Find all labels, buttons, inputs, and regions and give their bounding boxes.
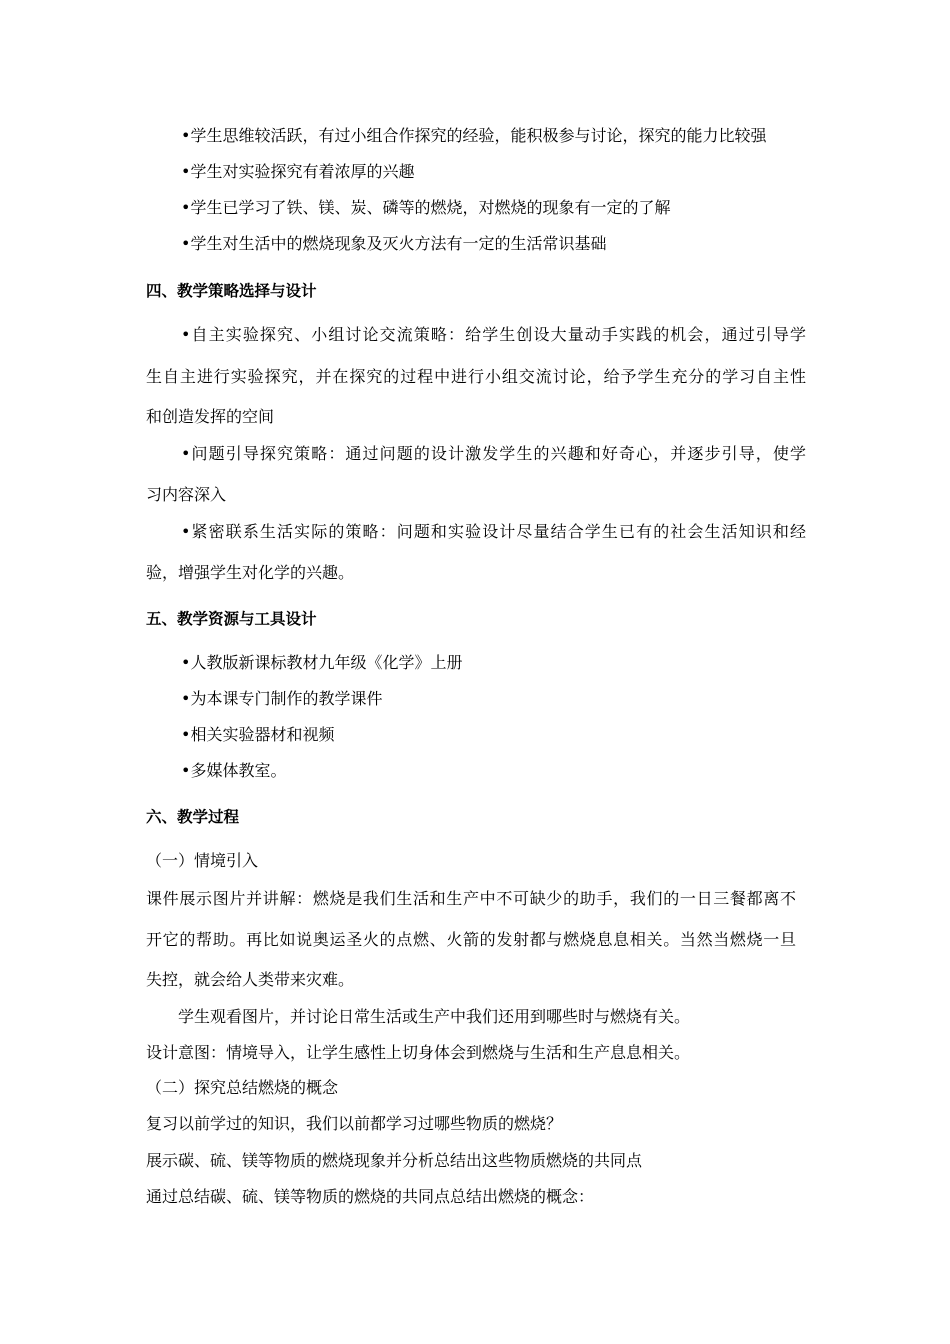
intro-p1-line2: 开它的帮助。再比如说奥运圣火的点燃、火箭的发射都与燃烧息息相关。当然当燃烧一旦 [146, 930, 796, 949]
learner-item-1: •学生思维较活跃，有过小组合作探究的经验，能积极参与讨论，探究的能力比较强 [181, 126, 767, 145]
concept-line1: 复习以前学过的知识，我们以前都学习过哪些物质的燃烧？ [146, 1114, 563, 1133]
intro-p3: 设计意图：情境导入，让学生感性上切身体会到燃烧与生活和生产息息相关。 [146, 1043, 691, 1062]
intro-p1-line1: 课件展示图片并讲解：燃烧是我们生活和生产中不可缺少的助手，我们的一日三餐都离不 [146, 889, 796, 908]
learner-item-4: •学生对生活中的燃烧现象及灭火方法有一定的生活常识基础 [181, 234, 607, 253]
strategy-p1-line2: 生自主进行实验探究，并在探究的过程中进行小组交流讨论，给予学生充分的学习自主性 [146, 367, 806, 386]
concept-line2: 展示碳、硫、镁等物质的燃烧现象并分析总结出这些物质燃烧的共同点 [146, 1151, 643, 1170]
section-heading-process: 六、教学过程 [146, 808, 240, 826]
concept-line3: 通过总结碳、硫、镁等物质的燃烧的共同点总结出燃烧的概念： [146, 1187, 595, 1206]
strategy-p1-line1: •自主实验探究、小组讨论交流策略：给学生创设大量动手实践的机会，通过引导学 [181, 325, 806, 344]
strategy-p1-line3: 和创造发挥的空间 [146, 407, 275, 426]
learner-item-2: •学生对实验探究有着浓厚的兴趣 [181, 162, 415, 181]
strategy-p2-line1: •问题引导探究策略：通过问题的设计激发学生的兴趣和好奇心，并逐步引导，使学 [181, 444, 806, 463]
resource-item-3: •相关实验器材和视频 [181, 725, 335, 744]
resource-item-1: •人教版新课标教材九年级《化学》上册 [181, 653, 463, 672]
learner-item-3: •学生已学习了铁、镁、炭、磷等的燃烧，对燃烧的现象有一定的了解 [181, 198, 671, 217]
resource-item-2: •为本课专门制作的教学课件 [181, 689, 383, 708]
section-heading-strategy: 四、教学策略选择与设计 [146, 282, 317, 300]
strategy-p3-line2: 验，增强学生对化学的兴趣。 [146, 563, 355, 582]
intro-p2: 学生观看图片，并讨论日常生活或生产中我们还用到哪些时与燃烧有关。 [178, 1007, 691, 1026]
intro-p1-line3: 失控，就会给人类带来灾难。 [146, 970, 355, 989]
strategy-p2-line2: 习内容深入 [146, 485, 227, 504]
subsection-intro-title: （一）情境引入 [146, 851, 259, 870]
strategy-p3-line1: •紧密联系生活实际的策略：问题和实验设计尽量结合学生已有的社会生活知识和经 [181, 522, 806, 541]
resource-item-4: •多媒体教室。 [181, 761, 287, 780]
subsection-concept-title: （二）探究总结燃烧的概念 [146, 1078, 339, 1097]
section-heading-resources: 五、教学资源与工具设计 [146, 610, 317, 628]
